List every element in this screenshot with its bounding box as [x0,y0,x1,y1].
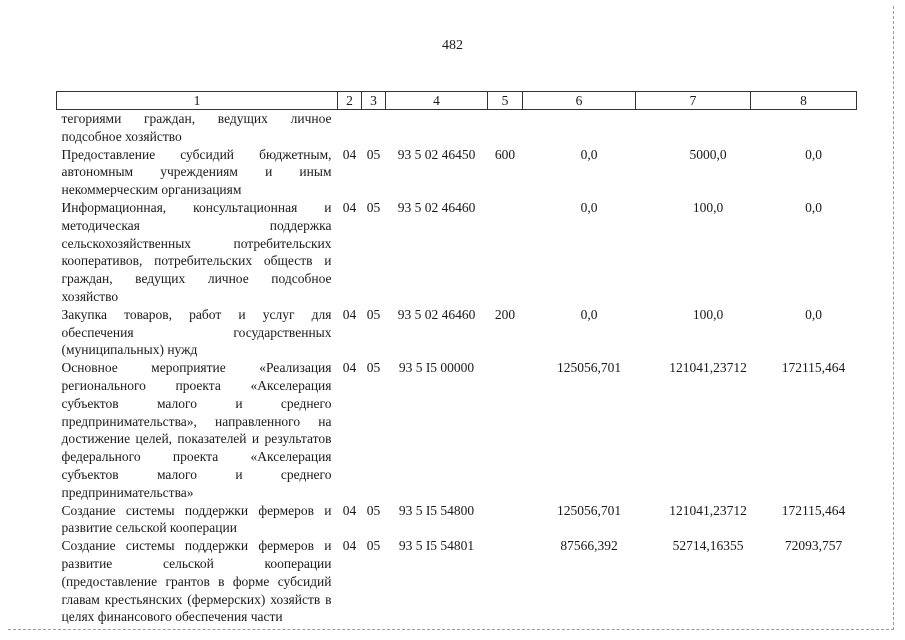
row-subsection: 05 [366,360,381,376]
table-row [57,359,857,501]
header-col-1: 1 [57,92,338,110]
row-target-code: 93 5 02 46460 [397,199,476,215]
header-col-7: 7 [636,92,751,110]
row-value-8 [751,110,857,146]
header-col-2: 2 [338,92,362,110]
row-value-8: 0,0 [805,199,822,215]
row-value-7: 52714,16355 [672,538,744,554]
row-section: 04 [342,199,357,215]
table-row [57,199,857,306]
row-subsection: 05 [366,538,381,554]
row-target-code [386,110,488,146]
row-value-6: 125056,701 [556,502,622,518]
row-section: 04 [342,306,357,322]
row-expense-type [488,110,523,146]
row-value-8: 172115,464 [781,360,846,376]
row-subsection [362,110,386,146]
table-row [57,502,857,538]
table-header [57,92,857,110]
row-description: Основное мероприятие «Реализация регионального проекта «Акселерация субъектов малого и среднего предпринимательства», направленного на достижение целей, показателей и результатов федерального проекта «Акселерация субъектов малого и среднего предпринимательства» [61,360,332,500]
header-col-4: 4 [386,92,488,110]
row-target-code: 93 5 02 46450 [397,146,476,162]
row-value-7 [636,110,751,146]
row-target-code: 93 5 I5 54800 [398,502,475,518]
row-value-6: 0,0 [580,146,598,162]
row-description: Предоставление субсидий бюджетным, автономным учреждениям и иным некоммерческим организациям [61,146,332,198]
page-number: 482 [442,38,463,53]
row-subsection: 05 [366,199,381,215]
row-expense-type [488,359,523,501]
row-description: Информационная, консультационная и методическая поддержка сельскохозяйственных потребительских кооперативов, потребительских обществ и граждан, ведущих личное подсобное хозяйство [61,199,332,304]
header-col-6: 6 [523,92,636,110]
row-description: Создание системы поддержки фермеров и развитие сельской кооперации [61,502,332,536]
table-body [57,110,857,627]
row-value-6: 87566,392 [560,538,618,554]
row-value-7: 121041,23712 [669,502,747,518]
row-expense-type [488,537,523,626]
row-target-code: 93 5 I5 00000 [398,360,475,376]
table-row [57,146,857,199]
row-value-6 [523,110,636,146]
header-col-8: 8 [751,92,857,110]
row-subsection: 05 [366,502,381,518]
row-subsection: 05 [366,306,381,322]
row-value-7: 121041,23712 [669,360,747,376]
budget-table [56,91,857,626]
row-target-code: 93 5 02 46460 [397,306,476,322]
table-row [57,537,857,626]
row-expense-type [488,199,523,306]
row-value-8: 72093,757 [784,538,843,554]
header-row [57,92,857,110]
row-description: Закупка товаров, работ и услуг для обеспечения государственных (муниципальных) нужд [61,306,332,358]
header-col-3: 3 [362,92,386,110]
row-section [338,110,362,146]
row-expense-type [488,502,523,538]
row-description: Создание системы поддержки фермеров и развитие сельской кооперации (предоставление грантов в форме субсидий главам крестьянских (фермерских) хозяйств в целях финансового обеспечения части [61,538,332,625]
row-value-8: 0,0 [805,306,822,322]
row-section: 04 [342,538,357,554]
table-row [57,110,857,146]
row-section: 04 [342,502,357,518]
header-col-5: 5 [488,92,523,110]
row-value-8: 0,0 [805,146,822,162]
table-row [57,306,857,359]
row-description: тегориями граждан, ведущих личное подсобное хозяйство [61,111,332,144]
row-value-8: 172115,464 [781,502,846,518]
row-value-6: 0,0 [580,199,598,215]
row-subsection: 05 [366,146,381,162]
row-target-code: 93 5 I5 54801 [398,538,475,554]
row-value-7: 100,0 [692,306,724,322]
row-section: 04 [342,146,357,162]
row-expense-type: 600 [494,146,516,162]
row-section: 04 [342,360,357,376]
row-value-7: 5000,0 [689,146,727,162]
row-expense-type: 200 [494,306,516,322]
row-value-6: 125056,701 [556,360,622,376]
row-value-7: 100,0 [692,199,724,215]
row-value-6: 0,0 [580,306,598,322]
